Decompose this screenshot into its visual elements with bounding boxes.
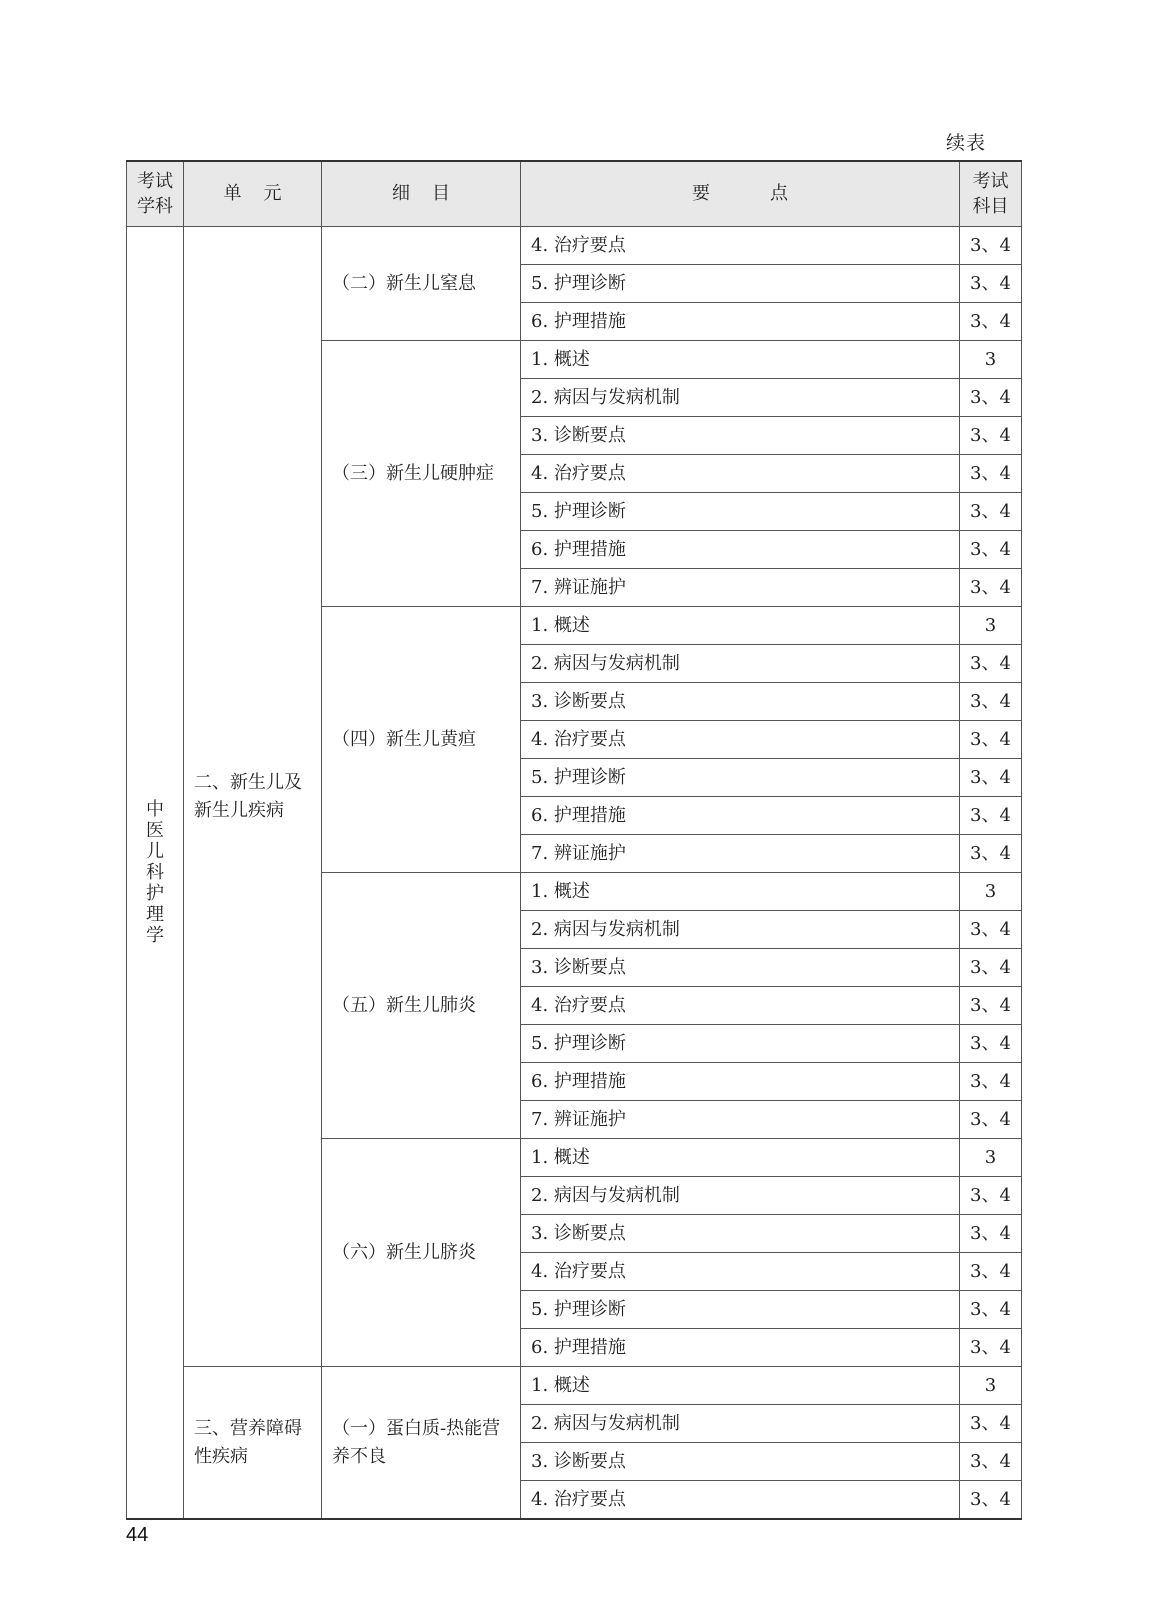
point-cell: 1. 概述 [521, 1367, 960, 1405]
exam-cell: 3 [960, 1139, 1022, 1177]
exam-cell: 3、4 [960, 417, 1022, 455]
header-point [521, 161, 960, 227]
point-cell: 4. 治疗要点 [521, 1481, 960, 1520]
exam-cell: 3、4 [960, 1177, 1022, 1215]
exam-cell: 3、4 [960, 949, 1022, 987]
exam-cell: 3、4 [960, 1443, 1022, 1481]
exam-cell: 3、4 [960, 455, 1022, 493]
detail-cell: （二）新生儿窒息 [322, 227, 521, 341]
point-cell: 4. 治疗要点 [521, 987, 960, 1025]
point-cell: 5. 护理诊断 [521, 265, 960, 303]
point-cell: 2. 病因与发病机制 [521, 1405, 960, 1443]
exam-cell: 3、4 [960, 303, 1022, 341]
header-unit-label: 单元 [223, 183, 304, 205]
subject-label: 中医儿科护理学 [146, 798, 164, 946]
point-cell: 1. 概述 [521, 873, 960, 911]
detail-cell: （六）新生儿脐炎 [322, 1139, 521, 1367]
exam-cell: 3、4 [960, 227, 1022, 265]
exam-cell: 3、4 [960, 1253, 1022, 1291]
point-cell: 7. 辨证施护 [521, 1101, 960, 1139]
point-cell: 7. 辨证施护 [521, 569, 960, 607]
unit-cell: 三、营养障碍性疾病 [184, 1367, 322, 1520]
subject-cell [127, 227, 184, 1520]
exam-cell: 3、4 [960, 797, 1022, 835]
table-body [127, 227, 1022, 1520]
table-row [127, 227, 1022, 265]
exam-cell: 3、4 [960, 721, 1022, 759]
point-cell: 2. 病因与发病机制 [521, 645, 960, 683]
header-exam: 考试科目 [960, 161, 1022, 227]
point-cell: 4. 治疗要点 [521, 227, 960, 265]
point-cell: 6. 护理措施 [521, 1329, 960, 1367]
point-cell: 6. 护理措施 [521, 531, 960, 569]
exam-cell: 3、4 [960, 1291, 1022, 1329]
table-row [127, 1367, 1022, 1405]
header-unit [184, 161, 322, 227]
point-cell: 4. 治疗要点 [521, 721, 960, 759]
exam-cell: 3、4 [960, 1025, 1022, 1063]
exam-cell: 3、4 [960, 1215, 1022, 1253]
point-cell: 3. 诊断要点 [521, 1443, 960, 1481]
point-cell: 5. 护理诊断 [521, 493, 960, 531]
point-cell: 3. 诊断要点 [521, 683, 960, 721]
exam-cell: 3 [960, 607, 1022, 645]
header-subject: 考试学科 [127, 161, 184, 227]
exam-cell: 3、4 [960, 835, 1022, 873]
exam-cell: 3、4 [960, 379, 1022, 417]
point-cell: 1. 概述 [521, 341, 960, 379]
point-cell: 4. 治疗要点 [521, 455, 960, 493]
point-cell: 6. 护理措施 [521, 303, 960, 341]
unit-cell: 二、新生儿及新生儿疾病 [184, 227, 322, 1367]
exam-cell: 3 [960, 341, 1022, 379]
point-cell: 3. 诊断要点 [521, 417, 960, 455]
exam-cell: 3、4 [960, 759, 1022, 797]
point-cell: 1. 概述 [521, 1139, 960, 1177]
exam-cell: 3、4 [960, 493, 1022, 531]
exam-cell: 3、4 [960, 531, 1022, 569]
detail-cell: （一）蛋白质-热能营养不良 [322, 1367, 521, 1520]
header-detail-label: 细目 [392, 183, 472, 205]
table-header-row [127, 161, 1022, 227]
page-number: 44 [126, 1524, 149, 1546]
detail-cell: （三）新生儿硬肿症 [322, 341, 521, 607]
detail-cell: （四）新生儿黄疸 [322, 607, 521, 873]
point-cell: 5. 护理诊断 [521, 1025, 960, 1063]
detail-cell: （五）新生儿肺炎 [322, 873, 521, 1139]
point-cell: 5. 护理诊断 [521, 1291, 960, 1329]
point-cell: 3. 诊断要点 [521, 949, 960, 987]
exam-cell: 3、4 [960, 1481, 1022, 1520]
exam-cell: 3、4 [960, 569, 1022, 607]
point-cell: 6. 护理措施 [521, 1063, 960, 1101]
point-cell: 2. 病因与发病机制 [521, 379, 960, 417]
exam-cell: 3、4 [960, 1329, 1022, 1367]
exam-cell: 3、4 [960, 645, 1022, 683]
exam-cell: 3、4 [960, 911, 1022, 949]
exam-cell: 3 [960, 1367, 1022, 1405]
syllabus-table [126, 160, 1022, 1520]
header-detail [322, 161, 521, 227]
continued-label: 续表 [946, 132, 987, 154]
exam-cell: 3、4 [960, 1063, 1022, 1101]
point-cell: 1. 概述 [521, 607, 960, 645]
point-cell: 7. 辨证施护 [521, 835, 960, 873]
point-cell: 2. 病因与发病机制 [521, 1177, 960, 1215]
exam-cell: 3、4 [960, 265, 1022, 303]
exam-cell: 3、4 [960, 1405, 1022, 1443]
point-cell: 2. 病因与发病机制 [521, 911, 960, 949]
exam-cell: 3、4 [960, 1101, 1022, 1139]
exam-cell: 3、4 [960, 683, 1022, 721]
point-cell: 4. 治疗要点 [521, 1253, 960, 1291]
point-cell: 5. 护理诊断 [521, 759, 960, 797]
point-cell: 6. 护理措施 [521, 797, 960, 835]
exam-cell: 3、4 [960, 987, 1022, 1025]
exam-cell: 3 [960, 873, 1022, 911]
header-point-label: 要点 [692, 183, 848, 205]
point-cell: 3. 诊断要点 [521, 1215, 960, 1253]
